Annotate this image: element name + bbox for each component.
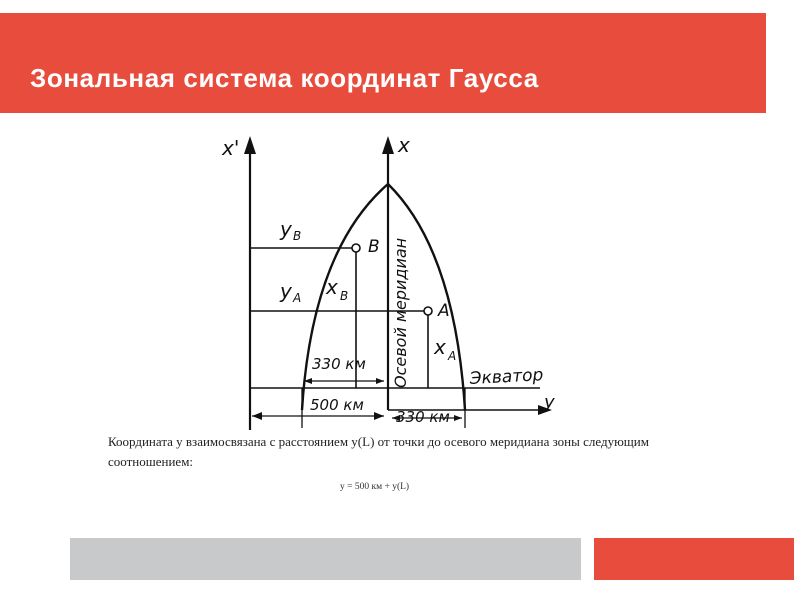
dim-500-label: 500 км [310, 396, 364, 414]
dim-330-right-arrow-b [454, 415, 462, 421]
dim-500-arrow-b [374, 412, 384, 420]
x-axis-arrow [382, 136, 394, 154]
slide-title: Зональная система координат Гаусса [30, 63, 539, 93]
footer-gray-bar [70, 538, 581, 580]
point-A-label: A [438, 301, 450, 321]
dim-330-left-label: 330 км [312, 355, 366, 373]
point-B-marker [352, 244, 360, 252]
yB-label-sub: B [293, 229, 302, 243]
formula: y = 500 км + y(L) [340, 482, 410, 492]
caption [108, 432, 670, 472]
x-axis-label: x [398, 133, 410, 157]
xB-label: x [326, 275, 338, 299]
dim-500-arrow-a [252, 412, 262, 420]
point-A-marker [424, 307, 432, 315]
yB-label: y [280, 217, 292, 241]
xA-label: x [434, 335, 446, 359]
point-B-label: B [368, 237, 380, 257]
dim-330-right-label: 330 км [396, 408, 450, 426]
caption-text: Координата y взаимосвязана с расстоянием y(L) от точки до осевого меридиана зоны следующим соотношением: [108, 434, 649, 469]
y-axis-label: y [544, 392, 555, 413]
footer-red-bar [594, 538, 794, 580]
equator-label: Экватор [469, 365, 544, 389]
xA-label-sub: A [448, 349, 457, 363]
meridian-label: Осевой меридиан [391, 237, 410, 388]
xB-label-sub: B [340, 289, 349, 303]
x-prime-axis-arrow [244, 136, 256, 154]
x-prime-axis-label: x' [222, 136, 240, 160]
yA-label: y [280, 279, 292, 303]
dim-330-left-arrow-b [376, 378, 384, 384]
yA-label-sub: A [293, 291, 302, 305]
